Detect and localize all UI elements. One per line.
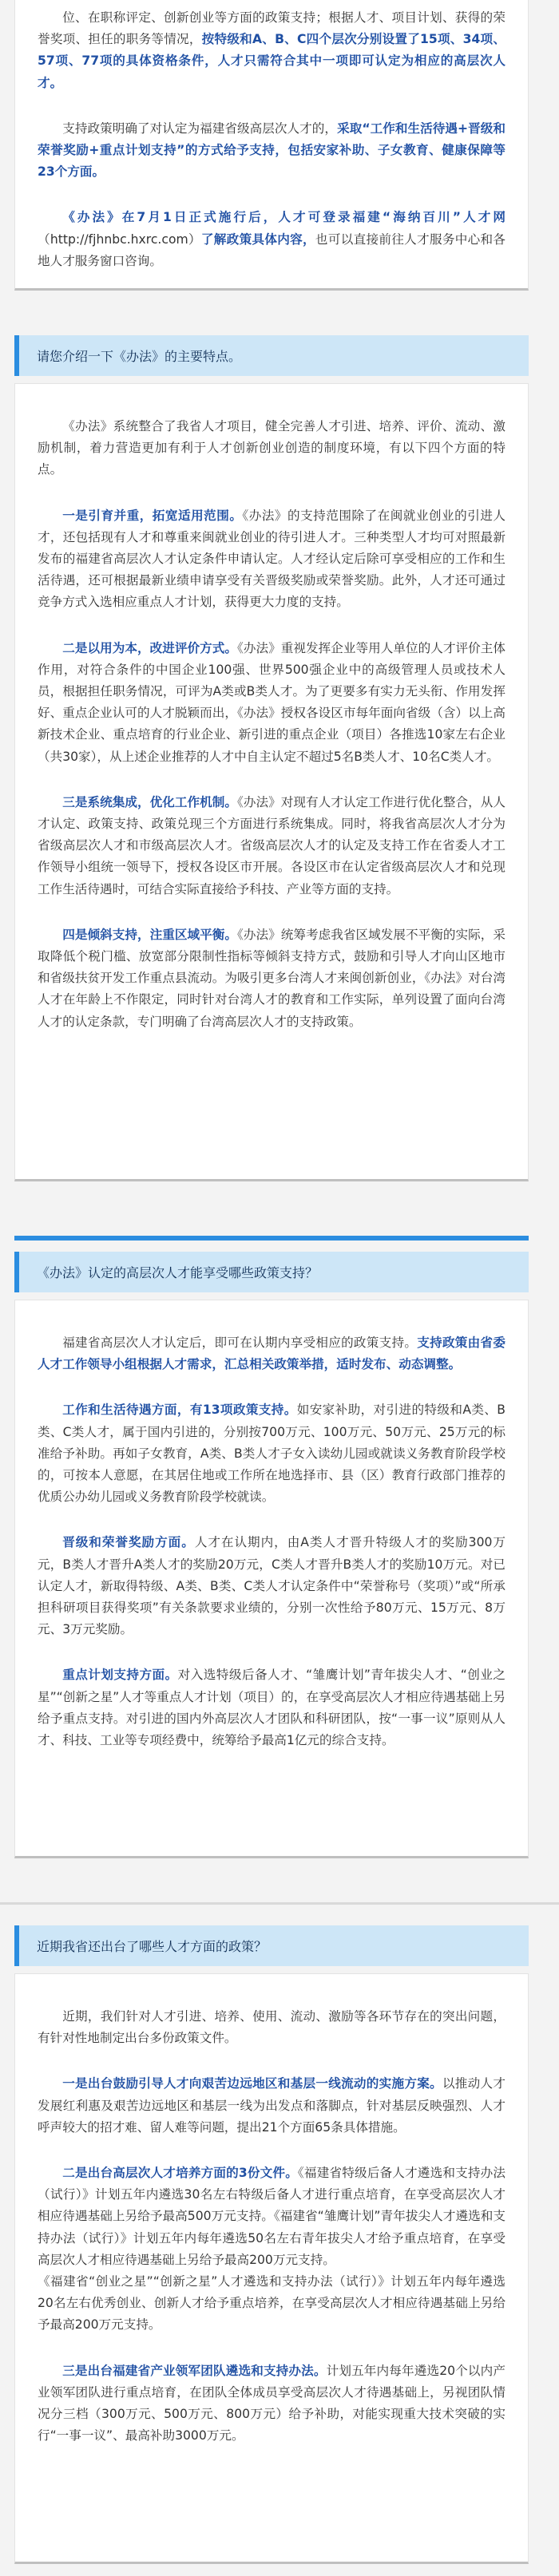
card4-section-2-continued: 《福建省“创业之星”“创新之星”人才遴选和支持办法（试行）》计划五年内每年遴选20名左右优秀创业、创新人才给予重点培养，在享受高层次人才相应待遇基础上另给予最高200万元支持。 — [38, 2274, 505, 2333]
card2-s2-text: 《办法》重视发挥企业等用人单位的人才评价主体作用，对符合条件的中国企业100强、世界500强企业中的高级管理人员或技术人员，根据担任职务情况，可评为A类或B类人才。为了更要多有实力无头衔、作用发挥好、重点企业认可的人才脱颖而出，《办法》授权各设区市每年面向省级（含）以上高新技术企业、重点培育的行业企业、新引进的重点企业（项目）各推选10家左右企业（共30家），从上述企业推荐的人才中自主认定不超过5名B类人才、10名C类人才。 — [38, 640, 505, 764]
card4-intro: 近期，我们针对人才引进、培养、使用、流动、激励等各环节存在的突出问题，有针对性地制定出台多份政策文件。 — [38, 2009, 505, 2046]
card2-s1-heading: 一是引育并重，拓宽适用范围。 — [62, 508, 243, 523]
card3-s1-text: 如安家补助，对引进的特级和A类、B类、C类人才，属于国内引进的，分别按700万元、100万元、50万元、25万元的标准给予补助。再如子女教育，A类、B类人才子女入读幼儿园或就读义务教育阶段学校的，可按本人意愿，在其居住地或工作所在地选择市、县（区）教育行政部门推荐的优质公办幼儿园或义务教育阶段学校就读。 — [38, 1403, 505, 1505]
card3-s1-heading: 工作和生活待遇方面，有13项政策支持。 — [62, 1403, 297, 1418]
card1-p2-highlight: 采取“工作和生活待遇+晋级和荣誉奖励+重点计划支持”的方式给予支持，包括安家补助、子女教育、健康保障等23个方面。 — [38, 121, 505, 180]
card4-section-3 — [38, 2360, 505, 2447]
card1-p3-text: 也可以直接前往人才服务中心和各地人才服务窗口咨询。 — [38, 231, 505, 268]
card3-s3-heading: 重点计划支持方面。 — [62, 1668, 178, 1683]
card1-p1-text-b: 项目计划、获得的荣誉奖项、担任的职务等情况， — [38, 10, 505, 47]
card4-section-1 — [38, 2073, 505, 2139]
card2-s4-text: 《办法》统筹考虑我省区域发展不平衡的实际，采取降低个税门槛、放宽部分限制性指标等倾斜支持方式，鼓励和引导人才向山区地市和省级扶贫开发工作重点县流动。为吸引更多台湾人才来闽创新创业，《办法》对台湾人才在年龄上不作限定，同时针对台湾人才的教育和工作实际，单列设置了面向台湾人才的认定条款，专门明确了台湾高层次人才的支持政策。 — [38, 927, 505, 1029]
card2-s4-heading: 四是倾斜支持，注重区域平衡。 — [62, 927, 237, 942]
content-card-4 — [14, 1973, 529, 2564]
content-card-3 — [14, 1300, 529, 1858]
section-divider-line — [0, 1902, 559, 1905]
card3-s3-text: 对入选特级后备人才、“雏鹰计划”青年拔尖人才、“创业之星”“创新之星”人才等重点人才计划（项目）的，在享受高层次人才相应待遇基础上另给予重点支持。对引进的国内外高层次人才团队和科研团队，按“一事一议”原则从人才、科技、工业等专项经费中，统筹给予最高1亿元的综合支持。 — [38, 1668, 505, 1748]
card2-s3-text: 《办法》对现有人才认定工作进行优化整合，从人才认定、政策支持、政策兑现三个方面进行系统集成。同时，将我省高层次人才分为省级高层次人才和市级高层次人才。省级高层次人才的认定及支持工作在省委人才工作领导小组统一领导下，授权各设区市开展。各设区市在认定省级高层次人才和兑现工作生活待遇时，可结合实际直接给予科技、产业等方面的支持。 — [38, 794, 505, 896]
card2-s1-text: 《办法》的支持范围除了在闽就业创业的引进人才，还包括现有人才和尊重来闽就业创业的待引进人才。三种类型人才均可对照最新发布的福建省高层次人才认定条件申请认定。人才经认定后除可享受相应的工作和生活待遇，还可根据最新业绩申请享受有关晋级奖励或荣誉奖励。此外，人才还可通过竞争方式入选相应重点人才计划，获得更大力度的支持。 — [38, 508, 505, 610]
card2-section-3 — [38, 792, 505, 900]
card2-section-4 — [38, 924, 505, 1033]
card3-intro — [38, 1332, 505, 1375]
card3-intro-highlight: 支持政策由省委人才工作领导小组根据人才需求，汇总相关政策举措，适时发布、动态调整。 — [38, 1335, 505, 1372]
card4-s3-heading: 三是出台福建省产业领军团队遴选和支持办法。 — [62, 2363, 327, 2378]
card3-section-1 — [38, 1399, 505, 1508]
question-bar-1 — [14, 335, 529, 376]
content-card-2 — [14, 383, 529, 1181]
card1-paragraph-2 — [38, 118, 505, 184]
card1-paragraph-3 — [38, 207, 505, 272]
card3-s2-heading: 晋级和荣誉奖励方面。 — [62, 1535, 195, 1550]
card2-s3-heading: 三是系统集成，优化工作机制。 — [62, 794, 237, 809]
card3-section-2 — [38, 1532, 505, 1640]
card3-s2-text: 人才在认期内，由A类人才晋升特级人才的奖励300万元，B类人才晋升A类人才的奖励20万元，C类人才晋升B类人才的奖励10万元。对已认定人才，新取得特级、A类、B类、C类人才认定条件中“荣誉称号（奖项）”或“所承担科研项目获得奖项”有关条款要求业绩的，分别一次性给予80万元、15万元、8万元、3万元奖励。 — [38, 1535, 505, 1637]
question-3-title: 近期我省还出台了哪些人才方面的政策？ — [37, 1939, 268, 1954]
card1-p2-text: 支持政策明确了对认定为福建省级高层次人才的， — [62, 121, 338, 136]
question-bar-3 — [14, 1925, 529, 1966]
card1-p1-text-a: 位、在职称评定、创新创业等方面的政策支持；根据人才、 — [62, 10, 392, 25]
question-2-title: 《办法》认定的高层次人才能享受哪些政策支持？ — [37, 1265, 319, 1280]
question-bar-2 — [14, 1252, 529, 1292]
card3-intro-text: 福建省高层次人才认定后，即可在认期内享受相应的政策支持。 — [62, 1335, 418, 1350]
card2-section-2 — [38, 638, 505, 768]
website-link[interactable]: （http://fjhnbc.hxrc.com） — [38, 231, 201, 247]
card1-p3-highlight-1: 《办法》在7月1日正式施行后，人才可登录福建“海纳百川”人才网 — [62, 210, 505, 225]
section-divider-bar-1 — [14, 1236, 529, 1241]
card4-s3-text: 计划五年内每年遴选20个以内产业领军团队进行重点培育，在团队全体成员享受高层次人才待遇基础上，另视团队情况分三档（300万元、500万元、800万元）给予补助，对能实现重大技术突破的实行“一事一议”、最高补助3000万元。 — [38, 2363, 505, 2443]
card1-p1-highlight: 按特级和A、B、C四个层次分别设置了15项、34项、57项、77项的具体资格条件，人才只需符合其中一项即可认定为相应的高层次人才。 — [38, 32, 505, 90]
card4-section-2 — [38, 2162, 505, 2271]
card1-p3-highlight-2: 了解政策具体内容， — [200, 231, 315, 247]
content-card-1 — [14, 0, 529, 291]
card4-s2-heading: 二是出台高层次人才培养方面的3份文件。 — [62, 2166, 298, 2181]
card2-intro: 《办法》系统整合了我省人才项目，健全完善人才引进、培养、评价、流动、激励机制，着力营造更加有利于人才创新创业创造的制度环境，有以下四个方面的特点。 — [38, 419, 505, 477]
card4-s2-text-a: 《福建省特级后备人才遴选和支持办法（试行）》计划五年内遴选30名左右特级后备人才进行重点培育，在享受高层次人才相应待遇基础上另给予最高500万元支持。《福建省“雏鹰计划”青年拔尖人才遴选和支持办法（试行）》计划五年内每年遴选50名左右青年拔尖人才给予重点培育，在享受高层次人才相应待遇基础上另给予最高200万元支持。 — [38, 2166, 505, 2267]
card2-s2-heading: 二是以用为本，改进评价方式。 — [62, 640, 237, 655]
card4-s1-text: 以推动人才发展红利惠及艰苦边远地区和基层一线为出发点和落脚点，针对基层反映强烈、人才呼声较大的招才难、留人难等问题，提出21个方面65条具体措施。 — [38, 2076, 505, 2135]
card2-section-1 — [38, 505, 505, 614]
question-1-title: 请您介绍一下《办法》的主要特点。 — [37, 349, 242, 364]
card1-paragraph-1 — [38, 7, 505, 94]
card4-s1-heading: 一是出台鼓励引导人才向艰苦边远地区和基层一线流动的实施方案。 — [62, 2076, 442, 2091]
card3-section-3 — [38, 1664, 505, 1751]
